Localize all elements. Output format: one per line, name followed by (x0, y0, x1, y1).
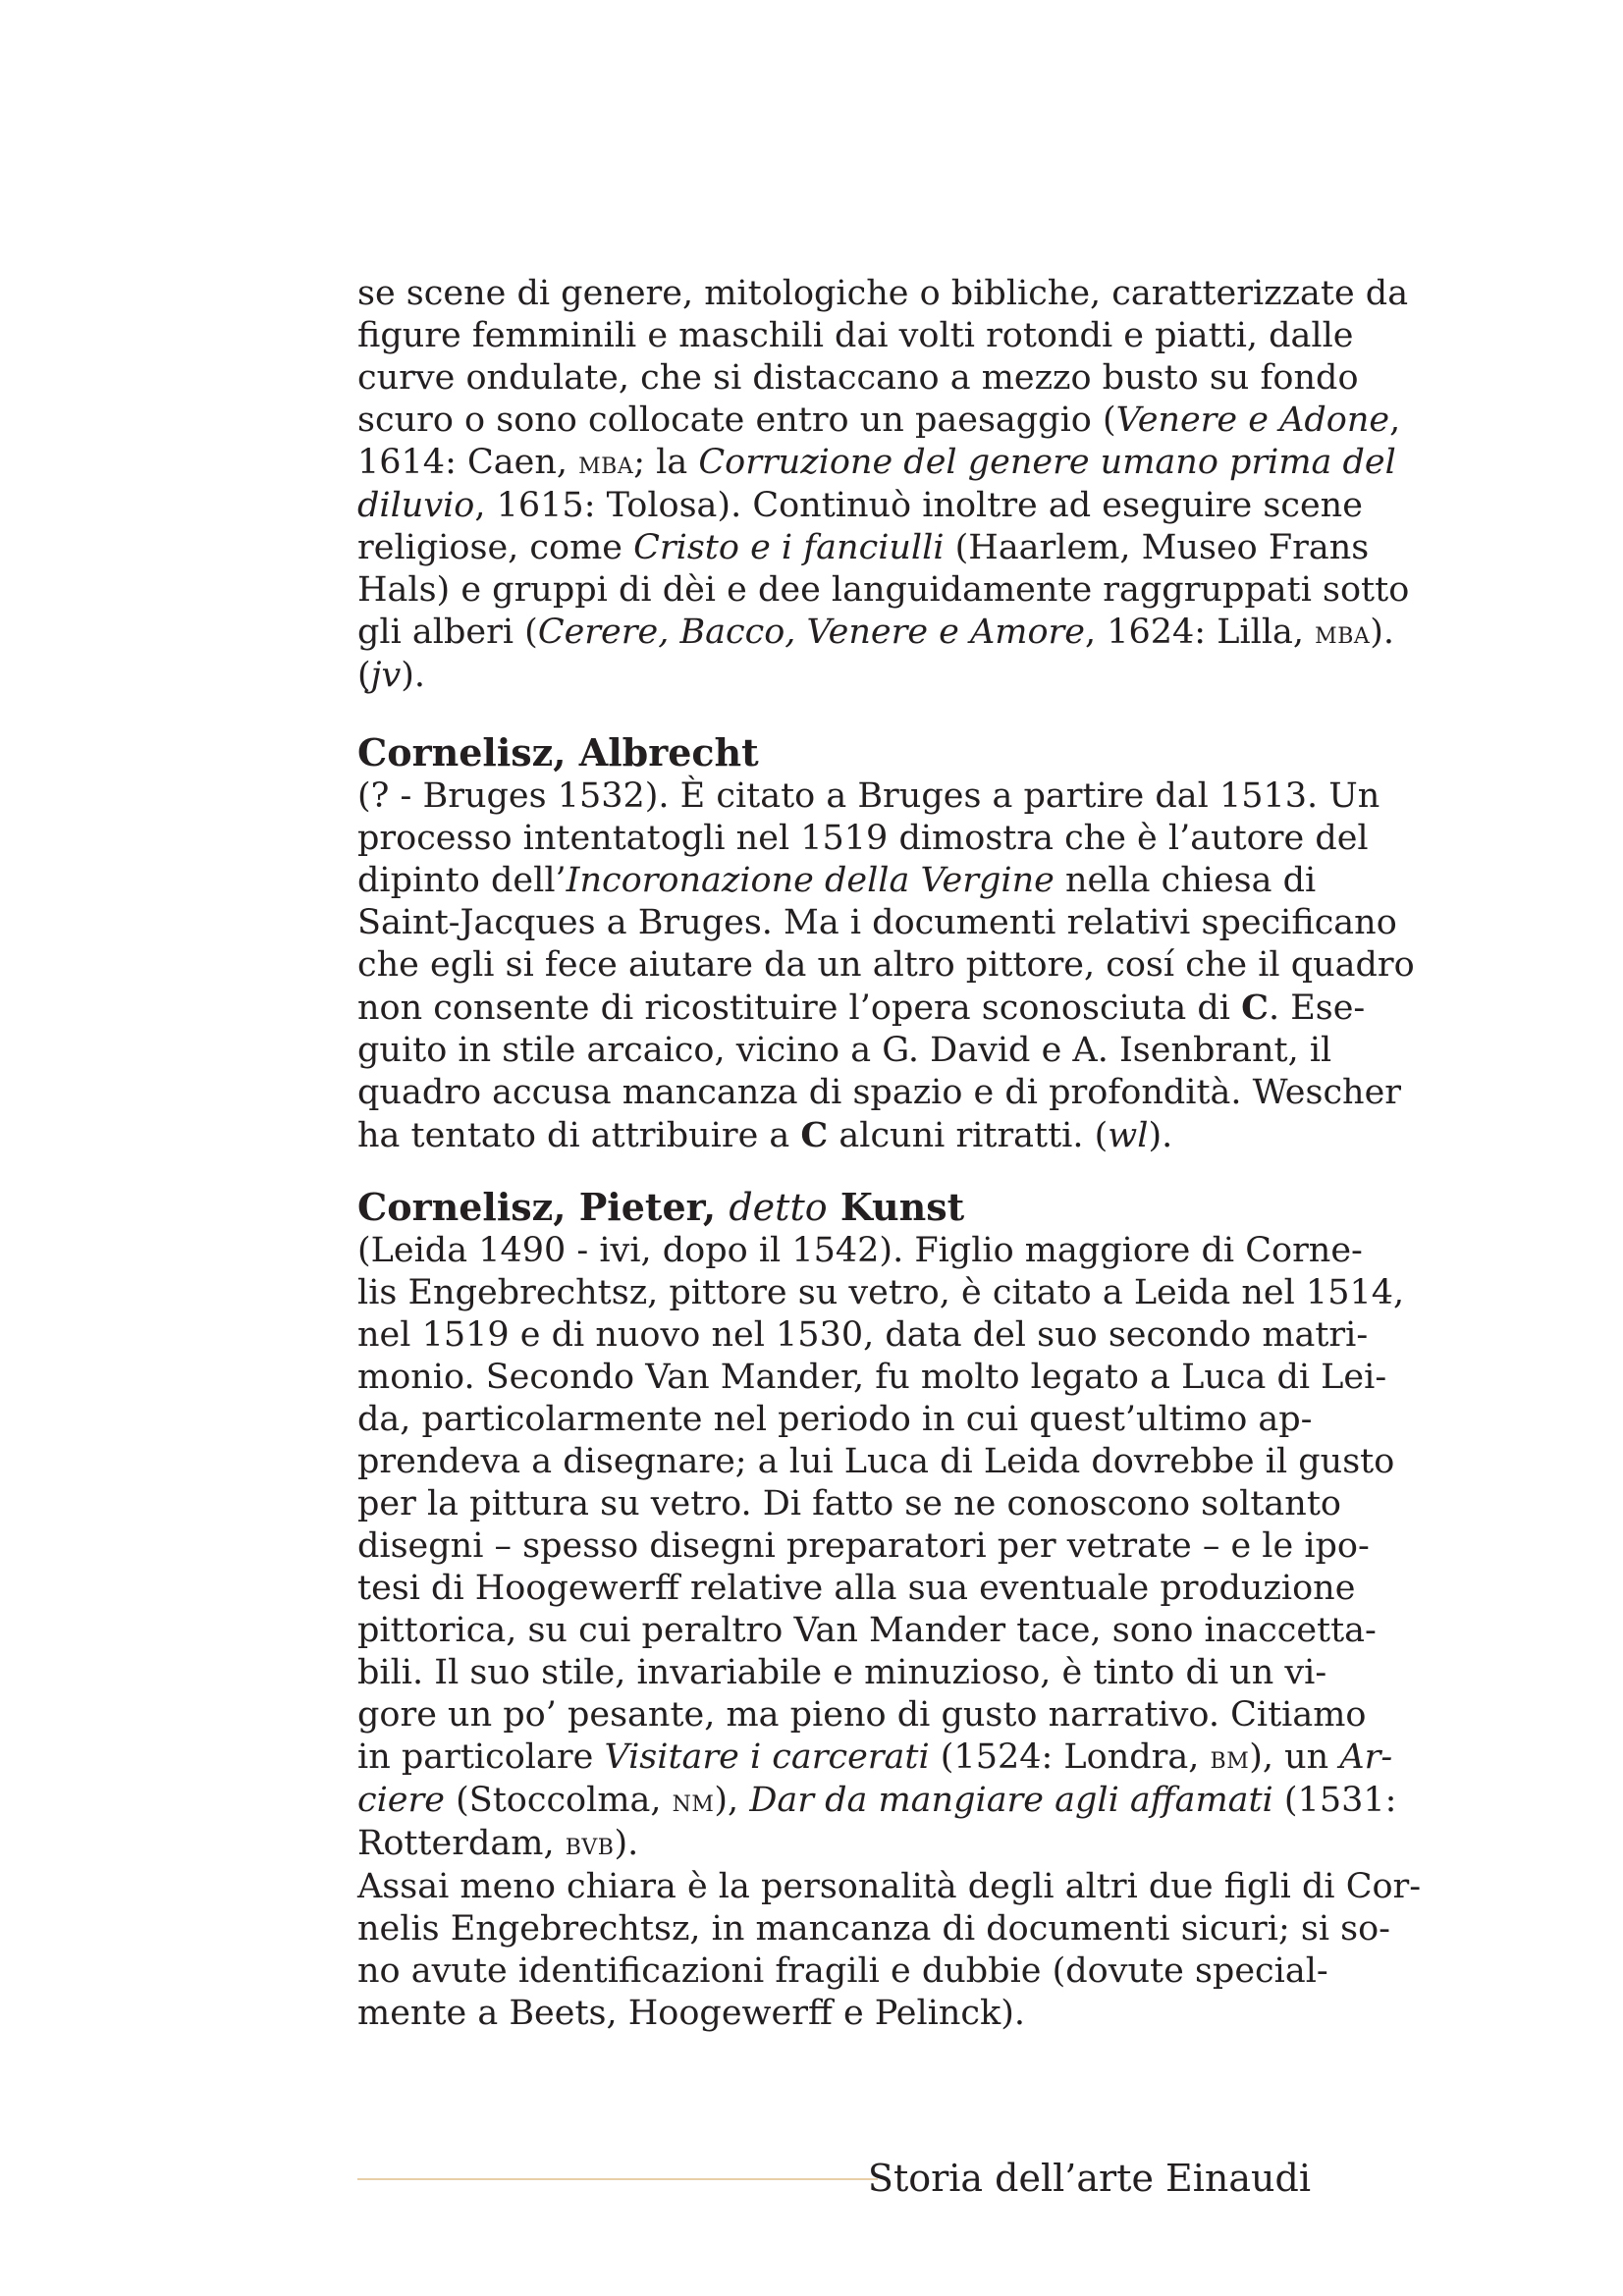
italic-text: Incoronazione della Vergine (566, 861, 1055, 900)
italic-text: wl (1108, 1116, 1149, 1155)
abbreviation: bm (1210, 1740, 1250, 1776)
text-line: (Leida 1490 - ivi, dopo il 1542). Figlio maggiore di Corne- (357, 1231, 1363, 1270)
intro-paragraph (357, 273, 1410, 697)
footer-label: Storia dell’arte Einaudi (867, 2157, 1311, 2200)
text-line: per la pittura su vetro. Di fatto se ne conoscono soltanto (357, 1484, 1341, 1523)
italic-text: diluvio (357, 486, 475, 525)
entry-paragraph (357, 1866, 1422, 2035)
text-line: Saint-Jacques a Bruges. Ma i documenti relativi specificano (357, 903, 1397, 942)
text-line: lis Engebrechtsz, pittore su vetro, è citato a Leida nel 1514, (357, 1273, 1405, 1312)
spacer (357, 697, 1310, 730)
text-line: diluvio, 1615: Tolosa). Continuò inoltre ad eseguire scene (357, 486, 1363, 525)
italic-text: Dar da mangiare agli affamati (749, 1781, 1273, 1820)
entry-heading (357, 730, 1310, 775)
italic-text: detto (729, 1186, 828, 1229)
text-line: che egli si fece aiutare da un altro pittore, cosí che il quadro (357, 945, 1415, 985)
text-line: figure femminili e maschili dai volti rotondi e piatti, dalle (357, 316, 1354, 355)
text-line: ciere (Stoccolma, nm), Dar da mangiare agli affamati (1531: (357, 1781, 1397, 1820)
text-line: mente a Beets, Hoogewerff e Pelinck). (357, 1994, 1025, 2033)
text-line: Rotterdam, bvb). (357, 1824, 639, 1863)
text-line: Assai meno chiara è la personalità degli altri due figli di Cor- (357, 1867, 1422, 1906)
text-line: guito in stile arcaico, vicino a G. David e A. Isenbrant, il (357, 1031, 1332, 1070)
bold-text: Cornelisz, Albrecht (357, 730, 759, 774)
text-line: religiose, come Cristo e i fanciulli (Haarlem, Museo Frans (357, 528, 1370, 567)
text-line: Hals) e gruppi di dèi e dee languidamente raggruppati sotto (357, 570, 1410, 610)
italic-text: Visitare i carcerati (604, 1737, 930, 1777)
entry-paragraph (357, 775, 1415, 1157)
italic-text: ciere (357, 1781, 445, 1820)
text-line: no avute identificazioni fragili e dubbie (dovute special- (357, 1951, 1328, 1991)
footer-rule (357, 2178, 878, 2180)
text-line: gore un po’ pesante, ma pieno di gusto narrativo. Citiamo (357, 1695, 1367, 1735)
text-line: gli alberi (Cerere, Bacco, Venere e Amore, 1624: Lilla, mba). (357, 613, 1395, 652)
text-line: curve ondulate, che si distaccano a mezzo busto su fondo (357, 358, 1359, 398)
italic-text: Ar- (1339, 1737, 1393, 1777)
spacer (357, 1157, 1310, 1185)
bold-text: Cornelisz, Pieter, (357, 1185, 730, 1229)
abbreviation: mba (578, 446, 634, 481)
abbreviation: nm (672, 1784, 715, 1819)
italic-text: Cristo e i fanciulli (633, 528, 945, 567)
entry-heading (357, 1185, 1310, 1230)
text-line: 1614: Caen, mba; la Corruzione del genere umano prima del (357, 443, 1396, 482)
abbreviation: mba (1315, 615, 1371, 651)
bold-text: Kunst (827, 1185, 965, 1229)
text-line: monio. Secondo Van Mander, fu molto legato a Luca di Lei- (357, 1358, 1387, 1397)
bold-text: C (1241, 988, 1269, 1028)
text-line: (jv). (357, 656, 426, 695)
text-line: dipinto dell’Incoronazione della Vergine nella chiesa di (357, 861, 1317, 900)
text-line: se scene di genere, mitologiche o bibliche, caratterizzate da (357, 274, 1409, 313)
text-line: non consente di ricostituire l’opera sconosciuta di C. Ese- (357, 988, 1366, 1028)
page-content (357, 273, 1422, 2035)
text-line: ha tentato di attribuire a C alcuni ritratti. (wl). (357, 1115, 1173, 1155)
entries (357, 730, 1422, 2035)
text-line: scuro o sono collocate entro un paesaggio (Venere e Adone, (357, 400, 1401, 440)
text-line: quadro accusa mancanza di spazio e di profondità. Wescher (357, 1073, 1402, 1112)
text-line: in particolare Visitare i carcerati (1524: Londra, bm), un Ar- (357, 1737, 1393, 1777)
italic-text: jv (370, 656, 402, 695)
text-line: nelis Engebrechtsz, in mancanza di documenti sicuri; si so- (357, 1909, 1390, 1949)
entry-paragraph (357, 1230, 1405, 1866)
text-line: nel 1519 e di nuovo nel 1530, data del suo secondo matri- (357, 1315, 1369, 1355)
italic-text: Cerere, Bacco, Venere e Amore (537, 613, 1085, 652)
text-line: da, particolarmente nel periodo in cui quest’ultimo ap- (357, 1400, 1313, 1439)
text-line: bili. Il suo stile, invariabile e minuzioso, è tinto di un vi- (357, 1653, 1327, 1692)
text-line: disegni – spesso disegni preparatori per vetrate – e le ipo- (357, 1526, 1370, 1566)
text-line: (? - Bruges 1532). È citato a Bruges a partire dal 1513. Un (357, 776, 1380, 816)
abbreviation: bvb (565, 1827, 615, 1862)
text-line: prendeva a disegnare; a lui Luca di Leida dovrebbe il gusto (357, 1442, 1395, 1481)
text-line: tesi di Hoogewerff relative alla sua eventuale produzione (357, 1569, 1356, 1608)
text-line: pittorica, su cui peraltro Van Mander tace, sono inaccetta- (357, 1611, 1377, 1650)
bold-text: C (800, 1115, 829, 1155)
italic-text: Corruzione del genere umano prima del (698, 443, 1396, 482)
italic-text: Venere e Adone (1115, 400, 1390, 440)
text-line: processo intentatogli nel 1519 dimostra che è l’autore del (357, 819, 1369, 858)
